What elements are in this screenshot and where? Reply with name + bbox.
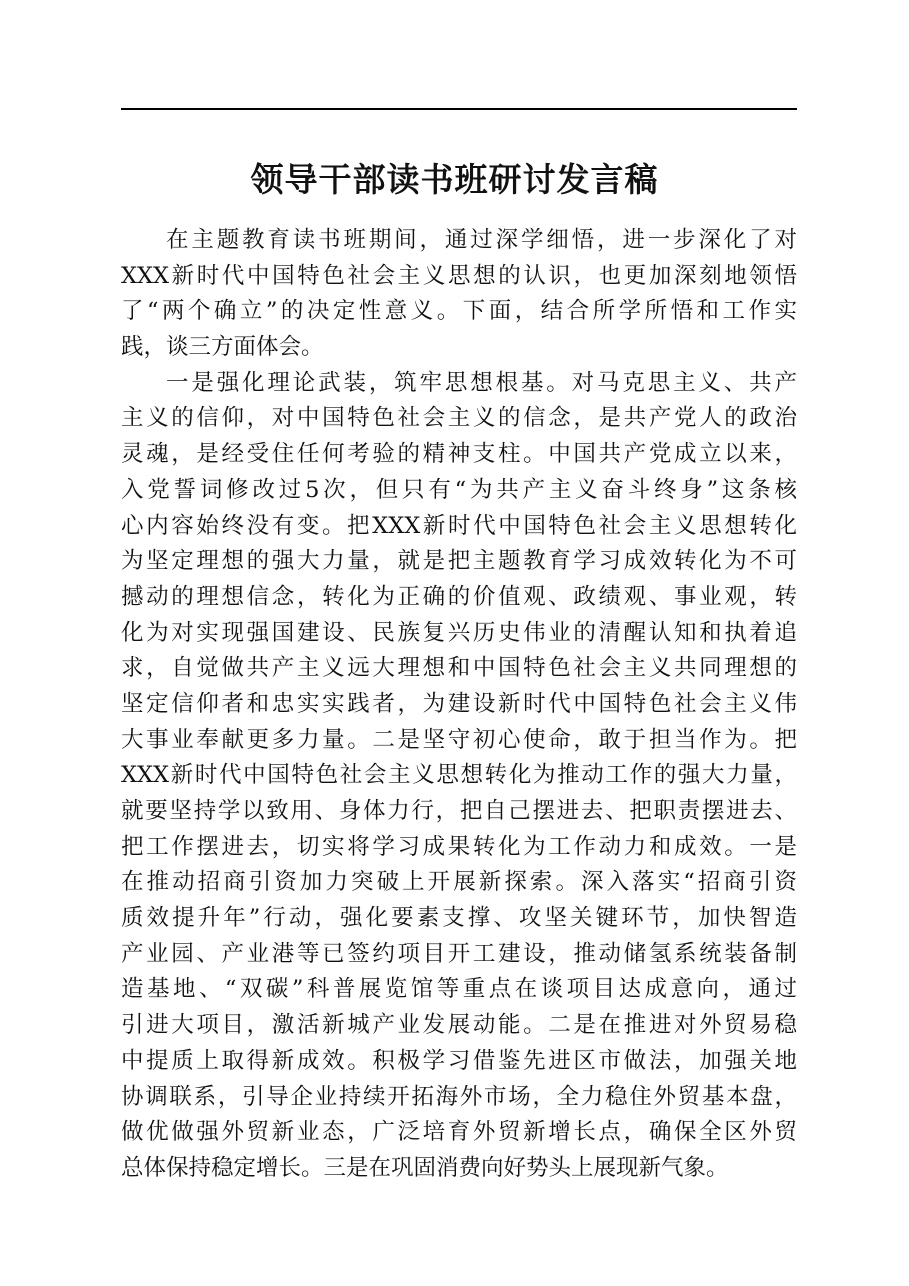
text-line: 大事业奉献更多力量。二是坚守初心使命，敢于担当作为。把 xyxy=(121,726,797,753)
text-line: 入党誓词修改过5次，但只有“为共产主义奋斗终身”这条核 xyxy=(121,476,797,503)
text-line: 引进大项目，激活新城产业发展动能。二是在推进对外贸易稳 xyxy=(121,1012,797,1039)
text-line: 了“两个确立”的决定性意义。下面，结合所学所悟和工作实 xyxy=(121,298,797,325)
text-line: 就要坚持学以致用、身体力行，把自己摆进去、把职责摆进去、 xyxy=(121,798,797,824)
text-line: 坚定信仰者和忠实实践者，为建设新时代中国特色社会主义伟 xyxy=(121,690,797,717)
paragraph-intro xyxy=(121,223,797,366)
text-line: 一是强化理论武装，筑牢思想根基。对马克思主义、共产 xyxy=(166,369,797,396)
text-line: 把工作摆进去，切实将学习成果转化为工作动力和成效。一是 xyxy=(121,833,797,860)
text-line: 心内容始终没有变。把XXX新时代中国特色社会主义思想转化 xyxy=(121,512,797,539)
text-line: XXX新时代中国特色社会主义思想转化为推动工作的强大力量， xyxy=(121,762,797,789)
text-line: 中提质上取得新成效。积极学习借鉴先进区市做法，加强关地 xyxy=(121,1047,797,1074)
text-line: 践，谈三方面体会。 xyxy=(121,334,324,361)
document-title: 领导干部读书班研讨发言稿 xyxy=(250,160,659,199)
text-line: 主义的信仰，对中国特色社会主义的信念，是共产党人的政治 xyxy=(121,405,797,432)
text-line: 撼动的理想信念，转化为正确的价值观、政绩观、事业观，转 xyxy=(121,583,797,610)
text-line: 求，自觉做共产主义远大理想和中国特色社会主义共同理想的 xyxy=(121,655,797,682)
text-line: 灵魂，是经受住任何考验的精神支柱。中国共产党成立以来， xyxy=(121,441,797,468)
text-line: 造基地、“双碳”科普展览馆等重点在谈项目达成意向，通过 xyxy=(121,976,797,1003)
text-line: 化为对实现强国建设、民族复兴历史伟业的清醒认知和执着追 xyxy=(121,619,797,646)
text-line: 做优做强外贸新业态，广泛培育外贸新增长点，确保全区外贸 xyxy=(121,1119,797,1146)
document-body xyxy=(121,223,797,1187)
text-line: 在主题教育读书班期间，通过深学细悟，进一步深化了对 xyxy=(166,227,797,253)
header-rule xyxy=(121,108,797,110)
text-line: 总体保持稳定增长。三是在巩固消费向好势头上展现新气象。 xyxy=(121,1154,729,1181)
text-line: XXX新时代中国特色社会主义思想的认识，也更加深刻地领悟 xyxy=(121,262,797,289)
text-line: 在推动招商引资加力突破上开展新探索。深入落实“招商引资 xyxy=(121,869,797,896)
text-line: 协调联系，引导企业持续开拓海外市场，全力稳住外贸基本盘， xyxy=(121,1083,797,1110)
text-line: 为坚定理想的强大力量，就是把主题教育学习成效转化为不可 xyxy=(121,548,797,575)
text-line: 质效提升年”行动，强化要素支撑、攻坚关键环节，加快智造 xyxy=(121,905,797,932)
paragraph-points xyxy=(121,366,797,1187)
text-line: 产业园、产业港等已签约项目开工建设，推动储氢系统装备制 xyxy=(121,940,797,967)
